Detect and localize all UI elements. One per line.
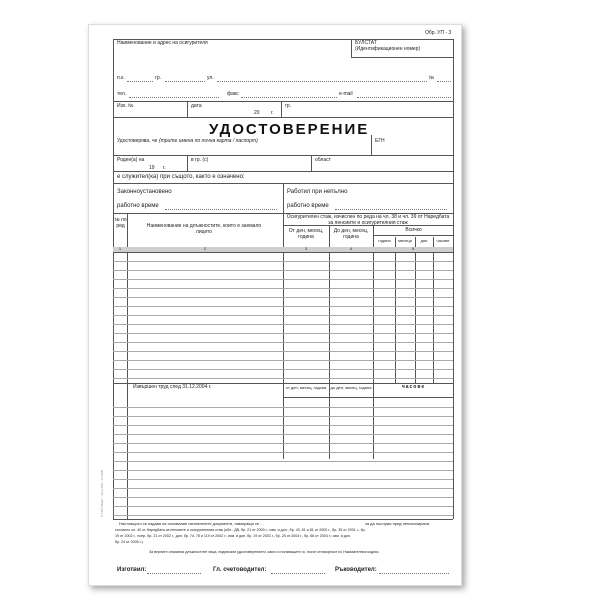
document-title: УДОСТОВЕРЕНИЕ — [209, 121, 370, 138]
fax-label: факс — [227, 91, 239, 97]
footer-for-pension: за да послужи пред пенсионирани, — [365, 521, 431, 526]
born-bottom-line — [113, 171, 453, 172]
prepared-field[interactable] — [147, 573, 201, 574]
legal-label: Законноустановено — [117, 189, 172, 195]
tel-field[interactable] — [129, 97, 219, 98]
legal-divider — [283, 183, 284, 213]
employer-label: Наименование и адрес на осигурителя — [117, 40, 208, 46]
employed-text: е служител(ка) при същото, както е означено: — [117, 174, 245, 180]
pk-label: п.к. — [117, 75, 125, 81]
outno-bottom-line — [113, 117, 453, 118]
fax-field[interactable] — [241, 97, 337, 98]
street-label: ул. — [207, 75, 214, 81]
col-no-divider — [127, 213, 128, 519]
born-year: 19 — [149, 165, 155, 171]
outno-top-line — [113, 101, 453, 102]
region-divider — [311, 155, 312, 171]
number-field[interactable] — [437, 81, 451, 82]
email-field[interactable] — [357, 97, 451, 98]
col-hours-header: часове — [436, 238, 450, 243]
upper-row-line — [113, 270, 453, 271]
in-city-label: в гр. (с) — [191, 157, 209, 163]
email-label: e-mail — [339, 91, 353, 97]
city-field[interactable] — [165, 81, 205, 82]
footer-text-3: 19 от 2002 г., попр. бр. 21 от 2002 г., доп. бр. 74, 78 и 119 от 2002 г.; изм. и доп. бр. 19 от 2003 г., бр. 25 от 2004 г., бр. 68 от 2004 г.; изм. и доп. — [115, 534, 351, 538]
accountant-field[interactable] — [271, 573, 325, 574]
footer-text-1: Настоящото се издава на основание изплатените документи, намиращи се ... — [119, 521, 264, 526]
upper-row-line — [113, 351, 453, 352]
upper-row-line — [113, 261, 453, 262]
lower-row-line — [113, 425, 453, 426]
colnum-1: 1 — [118, 246, 122, 251]
col-days-header: дни — [420, 238, 428, 243]
after-hours: часове — [401, 384, 426, 390]
footer-text-2: съгласно чл. 40 от Наредбата за пенсиите и осигурителния стаж (обн., ДВ, бр. 21 от 2000 г.; изм. и доп., бр. 43, 61 и 81 от 2000 г., бр. 35 от 2001 г., бр. — [115, 528, 366, 532]
year-suffix: г. — [271, 110, 274, 116]
prepared-label: Изготвил: — [117, 567, 147, 573]
bulstat-divider — [351, 39, 352, 57]
worktime-right-field[interactable] — [335, 209, 447, 210]
after-from: от ден, месец, година — [285, 385, 327, 390]
col-months-header: месеци — [398, 238, 412, 243]
manager-field[interactable] — [379, 573, 449, 574]
upper-row-line — [113, 288, 453, 289]
upper-row-line — [113, 279, 453, 280]
lower-row-line — [113, 416, 453, 417]
after-sub-line — [283, 397, 453, 398]
col-to-header: До ден, месец, година — [333, 228, 369, 240]
lower-row-line — [113, 434, 453, 435]
upper-row-line — [113, 315, 453, 316]
footer-text-5: За верните описания длъжностите лица, подписали удостоверението, както и ползващите го, носят отговорност по Наказателния кодекс. — [149, 550, 380, 554]
form-code: Обр. УП - 3 — [425, 30, 452, 36]
col-total-header: Всичко — [405, 227, 422, 233]
after-label: Извършен труд след 31.12.2004 г. — [133, 384, 212, 390]
lower-row-line — [113, 443, 453, 444]
names-bottom-line — [113, 155, 453, 156]
col-from-header: От ден, месец, година — [288, 228, 324, 240]
city2-label: гр. — [285, 103, 291, 109]
region-label: област — [315, 157, 331, 163]
footer-text-4: бр. 24 от 2005 г.). — [115, 540, 144, 544]
colnum-2: 2 — [203, 246, 207, 251]
worked-label: Работил при непълно — [287, 189, 348, 195]
colnum-bottom-line — [113, 252, 453, 253]
lower-row-line — [113, 407, 453, 408]
col-months-divider — [415, 237, 416, 383]
pk-field[interactable] — [127, 81, 153, 82]
street-field[interactable] — [217, 81, 427, 82]
bulstat-bottom-line — [351, 57, 453, 58]
worktime-left-field[interactable] — [165, 209, 277, 210]
outno-label: Изх. № — [117, 103, 134, 109]
names-hint: (трите имена по лична карта / паспорт) — [159, 138, 258, 144]
lower-row-line — [113, 461, 453, 462]
lower-row-line — [113, 488, 453, 489]
upper-row-line — [113, 342, 453, 343]
bulstat-sub: (Идентификационен номер) — [355, 46, 421, 52]
egn-label: ЕГН — [375, 138, 385, 144]
colnum-5: 5 — [411, 246, 415, 251]
col-insured-header: Осигурителен стаж, изчислен по реда на чл. 38 и чл. 39 от Наредбата за пенсиите и осигурителния стаж — [286, 214, 450, 226]
col-no-header: № по ред — [114, 217, 127, 229]
upper-row-line — [113, 360, 453, 361]
born-suffix: г. — [163, 165, 166, 171]
accountant-label: Гл. счетоводител: — [213, 567, 267, 573]
manager-label: Ръководител: — [335, 567, 377, 573]
col-years-divider — [395, 237, 396, 383]
col-years-header: години — [378, 238, 391, 243]
certifies-label: Удостоверява, че — [117, 138, 158, 144]
year-label: 20 — [254, 110, 260, 116]
born-divider — [187, 155, 188, 171]
date-divider — [281, 101, 282, 117]
footer-top-line — [113, 519, 453, 520]
colnum-3: 3 — [304, 246, 308, 251]
date-label: дата — [191, 103, 202, 109]
born-label: Роден(а) на — [117, 157, 145, 163]
outno-divider — [187, 101, 188, 117]
col-days-divider — [433, 237, 434, 383]
upper-row-line — [113, 306, 453, 307]
upper-row-line — [113, 378, 453, 379]
city-label: гр. — [155, 75, 161, 81]
form-sheet — [88, 24, 462, 586]
upper-row-line — [113, 297, 453, 298]
upper-row-line — [113, 324, 453, 325]
upper-row-line — [113, 369, 453, 370]
form-right-border — [453, 39, 454, 519]
lower-row-line — [113, 497, 453, 498]
worktime-right: работно време — [287, 203, 329, 209]
egn-divider — [371, 135, 372, 155]
lower-row-line — [113, 452, 453, 453]
upper-row-line — [113, 333, 453, 334]
insured-sub-line — [283, 225, 453, 226]
after-to: до ден, месец, година — [330, 385, 372, 390]
bulstat-label: БУЛСТАТ — [355, 40, 377, 46]
number-label: № — [429, 75, 435, 81]
colnum-4: 4 — [349, 246, 353, 251]
side-print: © ГАЙ "Маке" - 39 Ц 020 - 17 2005 — [100, 469, 104, 517]
lower-row-line — [113, 515, 453, 516]
total-sub-line — [373, 235, 453, 236]
lower-row-line — [113, 470, 453, 471]
tel-label: тел. — [117, 91, 127, 97]
col-positions-header: Наименование на длъжностите, които е заемало лицето — [146, 223, 262, 235]
lower-row-line — [113, 506, 453, 507]
lower-row-line — [113, 479, 453, 480]
worktime-left: работно време — [117, 203, 159, 209]
